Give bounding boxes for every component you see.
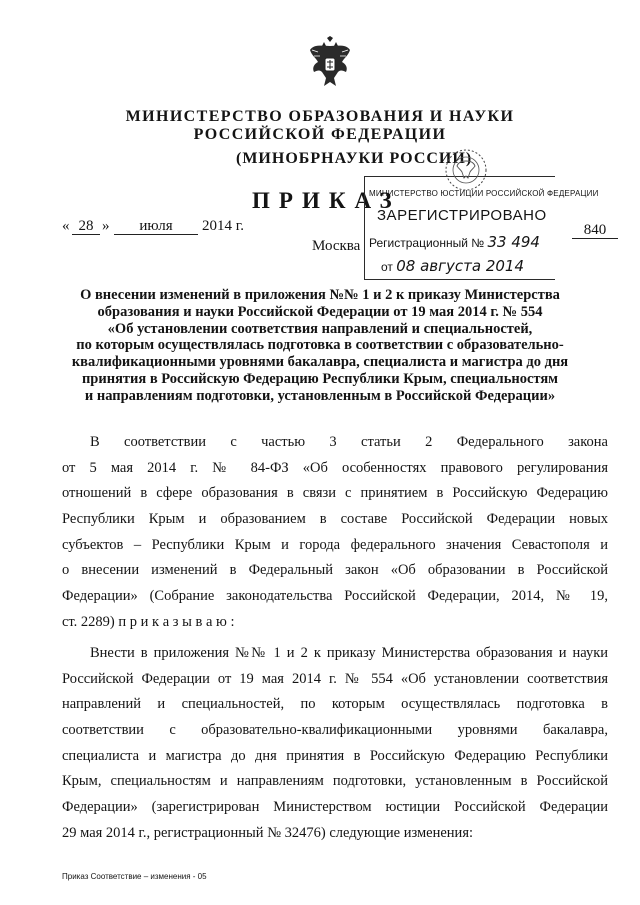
paragraph-line: Крым, специальностям и направлениям подготовки, установленным в Российской: [62, 773, 608, 790]
date-day: 28: [72, 218, 100, 235]
stamp-reg-number-label: Регистрационный №: [369, 236, 485, 250]
stamp-date-label: от: [381, 260, 393, 274]
ministry-name-line2: РОССИЙСКОЙ ФЕДЕРАЦИИ: [193, 126, 447, 143]
paragraph-line: Внести в приложения №№ 1 и 2 к приказу Министерства образования и науки: [90, 645, 608, 661]
order-body-paragraph: [62, 641, 608, 847]
stamp-registered-label: ЗАРЕГИСТРИРОВАНО: [377, 207, 547, 224]
stamp-reg-number-row: [369, 233, 540, 251]
stamp-reg-number-value: 33 494: [487, 233, 540, 251]
title-line: принятия в Российскую Федерацию Республики Крым, специальностям: [81, 370, 559, 387]
title-line: по которым осуществлялась подготовка в соответствии с образовательно-: [76, 337, 564, 354]
title-line: квалификационными уровнями бакалавра, специалиста и магистра до дня: [71, 354, 569, 371]
paragraph-line: от 5 мая 2014 г. № 84-ФЗ «Об особенностях правового регулирования: [62, 459, 608, 476]
date-close-quote: »: [102, 218, 110, 234]
paragraph-line: направлений и специальностей, по которым осуществлялась подготовка в: [62, 696, 608, 713]
title-line: «Об установлении соответствия направлений и специальностей,: [107, 320, 533, 337]
paragraph-line: соответствии с образовательно-квалификационными уровнями бакалавра,: [62, 722, 608, 739]
title-line: и направлениям подготовки, установленным в Российской Федерации»: [84, 387, 556, 404]
paragraph-line: специалиста и магистра до дня принятия в Российскую Федерацию Республики: [62, 747, 608, 764]
paragraph-line: В соответствии с частью 3 статьи 2 Федерального закона: [90, 434, 608, 450]
order-number: 840: [572, 222, 618, 239]
date-open-quote: «: [62, 218, 70, 234]
document-type-heading: ПРИКАЗ: [252, 188, 401, 213]
date-month-field: [114, 218, 198, 235]
seal-icon: [443, 147, 489, 193]
paragraph-line: Федерации» (зарегистрирован Министерством юстиции Российской Федерации: [62, 799, 608, 816]
order-number-field: [572, 222, 618, 239]
stamp-date-value: 08 августа 2014: [396, 257, 525, 275]
date-day-field: [72, 218, 100, 235]
title-line: образования и науки Российской Федерации от 19 мая 2014 г. № 554: [97, 303, 543, 320]
paragraph-line: 29 мая 2014 г., регистрационный № 32476) следующие изменения:: [62, 824, 474, 841]
title-line: О внесении изменений в приложения №№ 1 и 2 к приказу Министерства: [80, 287, 560, 303]
paragraph-line: Федерации» (Собрание законодательства Российской Федерации, 2014, № 19,: [62, 588, 608, 605]
order-title: [40, 287, 600, 405]
paragraph-line: субъектов – Республики Крым и города федерального значения Севастополя и: [62, 536, 608, 553]
paragraph-line: ст. 2289) п р и к а з ы в а ю :: [62, 613, 235, 630]
paragraph-line: Республики Крым и образованием в составе Российской Федерации новых: [62, 511, 608, 528]
ministry-name-line1: МИНИСТЕРСТВО ОБРАЗОВАНИЯ И НАУКИ: [125, 108, 515, 125]
city: Москва: [312, 238, 361, 254]
ministry-abbreviation: (МИНОБРНАУКИ РОССИИ): [236, 150, 473, 167]
paragraph-line: отношений в сфере образования в связи с принятием в Российскую Федерацию: [62, 485, 608, 502]
paragraph-line: о внесении изменений в Федеральный закон «Об образовании в Российской: [62, 562, 608, 579]
stamp-date-row: [381, 257, 524, 275]
page-footer: Приказ Соответствие – изменения - 05: [62, 872, 207, 881]
date-year: 2014 г.: [202, 218, 244, 234]
date-month: июля: [114, 218, 198, 235]
preamble-paragraph: [62, 430, 608, 636]
ministry-name: [0, 108, 640, 144]
paragraph-line: Российской Федерации от 19 мая 2014 г. № 554 «Об установлении соответствия: [62, 670, 608, 687]
stamp-heading: МИНИСТЕРСТВО ЮСТИЦИИ РОССИЙСКОЙ ФЕДЕРАЦИИ: [369, 189, 599, 198]
coat-of-arms-emblem: [308, 36, 352, 92]
